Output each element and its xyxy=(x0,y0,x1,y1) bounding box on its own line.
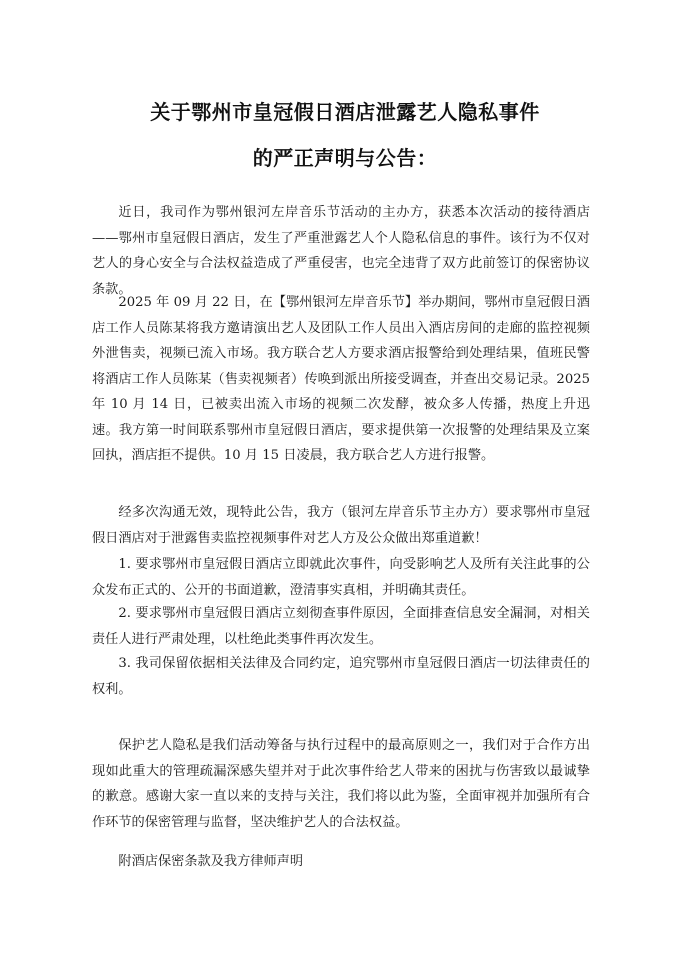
demand-item-3: 3. 我司保留依据相关法律及合同约定，追究鄂州市皇冠假日酒店一切法律责任的权利。 xyxy=(92,656,590,697)
paragraph-announcement: 经多次沟通无效，现特此公告，我方（银河左岸音乐节主办方）要求鄂州市皇冠假日酒店对于泄露售卖监控视频事件对艺人方及公众做出郑重道歉！ xyxy=(92,505,590,546)
attachment-note: 附酒店保密条款及我方律师声明 xyxy=(118,854,304,869)
demand-item-1: 1. 要求鄂州市皇冠假日酒店立即就此次事件，向受影响艺人及所有关注此事的公众发布正式的、公开的书面道歉，澄清事实真相，并明确其责任。 xyxy=(92,557,590,598)
demand-item-2: 2. 要求鄂州市皇冠假日酒店立刻彻查事件原因，全面排查信息安全漏洞，对相关责任人进行严肃处理，以杜绝此类事件再次发生。 xyxy=(92,606,590,647)
title-line-2: 的严正声明与公告： xyxy=(252,146,438,170)
title-line-1: 关于鄂州市皇冠假日酒店泄露艺人隐私事件 xyxy=(150,100,540,124)
paragraph-incident: 2025 年 09 月 22 日，在【鄂州银河左岸音乐节】举办期间，鄂州市皇冠假日酒店工作人员陈某将我方邀请演出艺人及团队工作人员出入酒店房间的走廊的监控视频外泄售卖，视频已流入市场。我方联合艺人方要求酒店报警给到处理结果，值班民警将酒店工作人员陈某（售卖视频者）传唤到派出所接受调查，并查出交易记录。2025 年 10 月 14 日，已被卖出流入市场的视频二次发酵，被众多人传播，热度上升迅速。我方第一时间联系鄂州市皇冠假日酒店，要求提供第一次报警的处理结果及立案回执，酒店拒不提供。10 月 15 日凌晨，我方联合艺人方进行报警。 xyxy=(92,295,590,463)
paragraph-intro: 近日，我司作为鄂州银河左岸音乐节活动的主办方，获悉本次活动的接待酒店——鄂州市皇冠假日酒店，发生了严重泄露艺人个人隐私信息的事件。该行为不仅对艺人的身心安全与合法权益造成了严重侵害，也完全违背了双方此前签订的保密协议条款。 xyxy=(92,205,590,297)
paragraph-closing: 保护艺人隐私是我们活动筹备与执行过程中的最高原则之一，我们对于合作方出现如此重大的管理疏漏深感失望并对于此次事件给艺人带来的困扰与伤害致以最诚挚的歉意。感谢大家一直以来的支持与关注，我们将以此为鉴，全面审视并加强所有合作环节的保密管理与监督，坚决维护艺人的合法权益。 xyxy=(92,738,590,830)
